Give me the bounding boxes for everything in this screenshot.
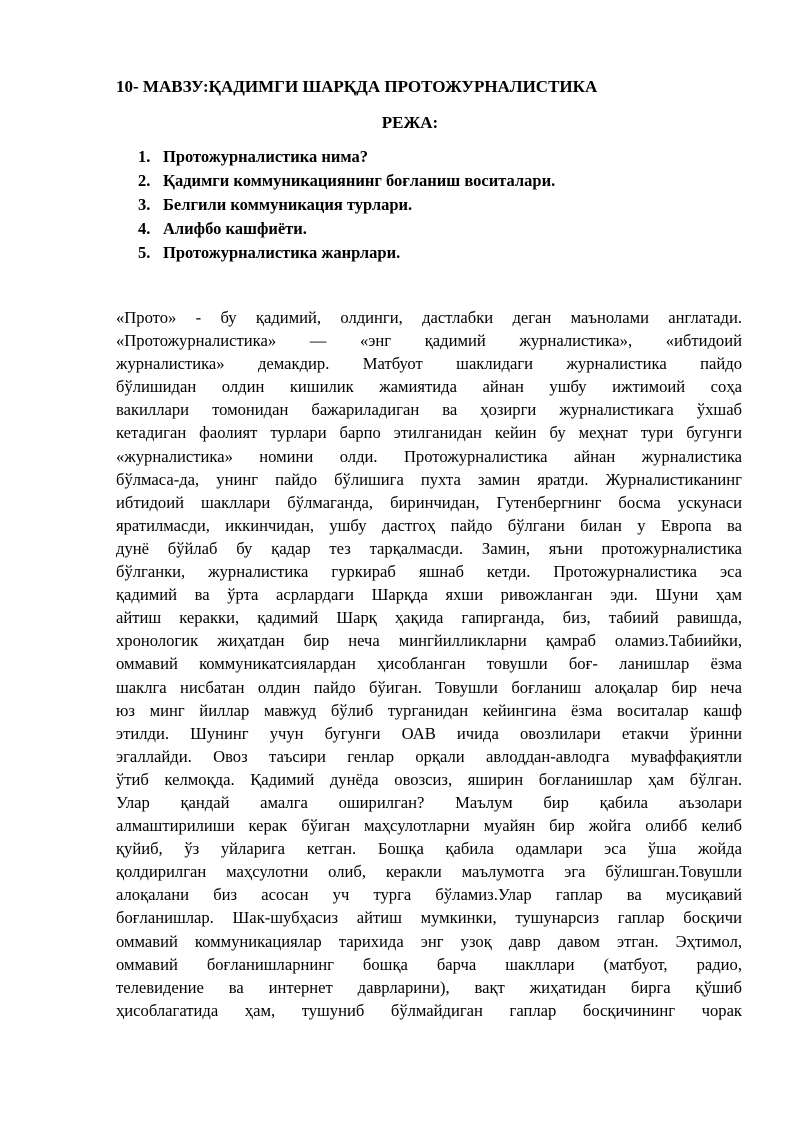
body-line: қадимий ва ўрта асрлардаги Шарқда яхши ривожланган эди. Шуни ҳам	[116, 585, 742, 605]
body-line: боғланишлар. Шак-шубҳасиз айтиш мумкинки, тушунарсиз гаплар босқичи	[116, 908, 742, 928]
body-line: яратилмасди, иккинчидан, ушбу дастгоҳ пайдо бўлгани билан у Европа ва	[116, 515, 742, 535]
body-line: бўлишидан олдин кишилик жамиятида айнан ушбу ижтимоий соҳа	[116, 377, 742, 397]
plan-item	[138, 169, 555, 193]
plan-item-number: 5.	[138, 243, 151, 262]
plan-item-number: 3.	[138, 195, 151, 214]
body-paragraph	[116, 306, 742, 1022]
body-line: телевидение ва интернет даврларини), вақт жиҳатидан бирга қўшиб	[116, 977, 742, 997]
plan-item-text: Протожурналистика нима?	[163, 147, 369, 166]
body-line: айтиш керакки, қадимий Шарқ ҳақида гапирганда, биз, табиий равишда,	[116, 608, 742, 628]
page-title: 10- МАВЗУ:ҚАДИМГИ ШАРҚДА ПРОТОЖУРНАЛИСТИКА	[116, 77, 598, 96]
plan-item-number: 2.	[138, 171, 151, 190]
body-line: оммавий боғланишларнинг бошқа барча шакллари (матбуот, радио,	[116, 954, 742, 974]
body-line: қолдирилган маҳсулотни олиб, керакли маълумотга эга бўлишган.Товушли	[116, 862, 742, 882]
body-line: эгаллайди. Овоз таъсири генлар орқали авлоддан-авлодга муваффақиятли	[116, 746, 742, 766]
body-line: кетадиган фаолият турлари барпо этилганидан кейин бу меҳнат тури бугунги	[116, 423, 742, 443]
plan-heading: РЕЖА:	[381, 113, 439, 132]
body-line: хронологик жиҳатдан бир неча мингйилликларни қамраб оламиз.Табиийки,	[116, 631, 742, 651]
body-line: журналистика» демакдир. Матбуот шаклидаги журналистика пайдо	[116, 354, 742, 374]
body-line: ҳисоблагатида ҳам, тушуниб бўлмайдиган гаплар босқичининг чорак	[116, 1000, 742, 1020]
plan-item-number: 1.	[138, 147, 151, 166]
plan-item	[138, 241, 555, 265]
body-line: «Прото» - бу қадимий, олдинги, дастлабки деган маънолами англатади.	[116, 308, 742, 327]
body-line: вакиллари томонидан бажариладиган ва ҳозирги журналистикага ўхшаб	[116, 400, 742, 420]
body-line: шаклга нисбатан олдин пайдо бўиган. Товушли боғланиш алоқалар бир неча	[116, 677, 742, 697]
plan-item-text: Протожурналистика жанрлари.	[163, 243, 401, 262]
body-line: оммавий коммуникациялар тарихида энг узоқ давр давом этган. Эҳтимол,	[116, 931, 742, 951]
body-line: юз минг йиллар мавжуд бўлиб турганидан кейингина ёзма воситалар кашф	[116, 700, 742, 720]
body-line: алмаштирилиши керак бўиган маҳсулотларни муайян бир жойга олибб келиб	[116, 816, 742, 836]
plan-item-text: Белгили коммуникация турлари.	[163, 195, 413, 214]
body-line: дунё бўйлаб бу қадар тез тарқалмасди. Замин, яъни протожурналистика	[116, 538, 742, 558]
body-line: алоқалани биз асосан уч турга бўламиз.Улар гаплар ва мусиқавий	[116, 885, 742, 905]
body-line: этилди. Шунинг учун бугунги ОАВ ичида овозлилари етакчи ўринни	[116, 723, 742, 743]
plan-item	[138, 193, 555, 217]
plan-list	[138, 145, 555, 265]
body-line: бўлмаса-да, унинг пайдо бўлишига пухта замин яратди. Журналистиканинг	[116, 469, 742, 489]
body-line: ўтиб келмоқда. Қадимий дунёда овозсиз, яширин боғланишлар ҳам бўлган.	[116, 769, 742, 789]
body-line: бўлганки, журналистика гуркираб яшнаб кетди. Протожурналистика эса	[116, 562, 742, 582]
body-line: оммавий коммуникатсиялардан ҳисобланган товушли боғ- ланишлар ёзма	[116, 654, 742, 674]
plan-item-text: Қадимги коммуникациянинг боғланиш воситалари.	[163, 171, 556, 190]
body-line: «Протожурналистика» — «энг қадимий журналистика», «ибтидоий	[116, 331, 742, 351]
plan-item-text: Алифбо кашфиёти.	[163, 219, 307, 238]
body-line: Улар қандай амалга оширилган? Маълум бир қабила аъзолари	[116, 792, 742, 812]
plan-item-number: 4.	[138, 219, 151, 238]
body-line: «журналистика» номини олди. Протожурналистика айнан журналистика	[116, 446, 742, 466]
plan-item	[138, 217, 555, 241]
body-line: қуйиб, ўз уйларига кетган. Бошқа қабила одамлари эса ўша жойда	[116, 839, 742, 859]
plan-item	[138, 145, 555, 169]
body-line: ибтидоий шакллари бўлмаганда, биринчидан, Гутенбергнинг босма ускунаси	[116, 492, 742, 512]
